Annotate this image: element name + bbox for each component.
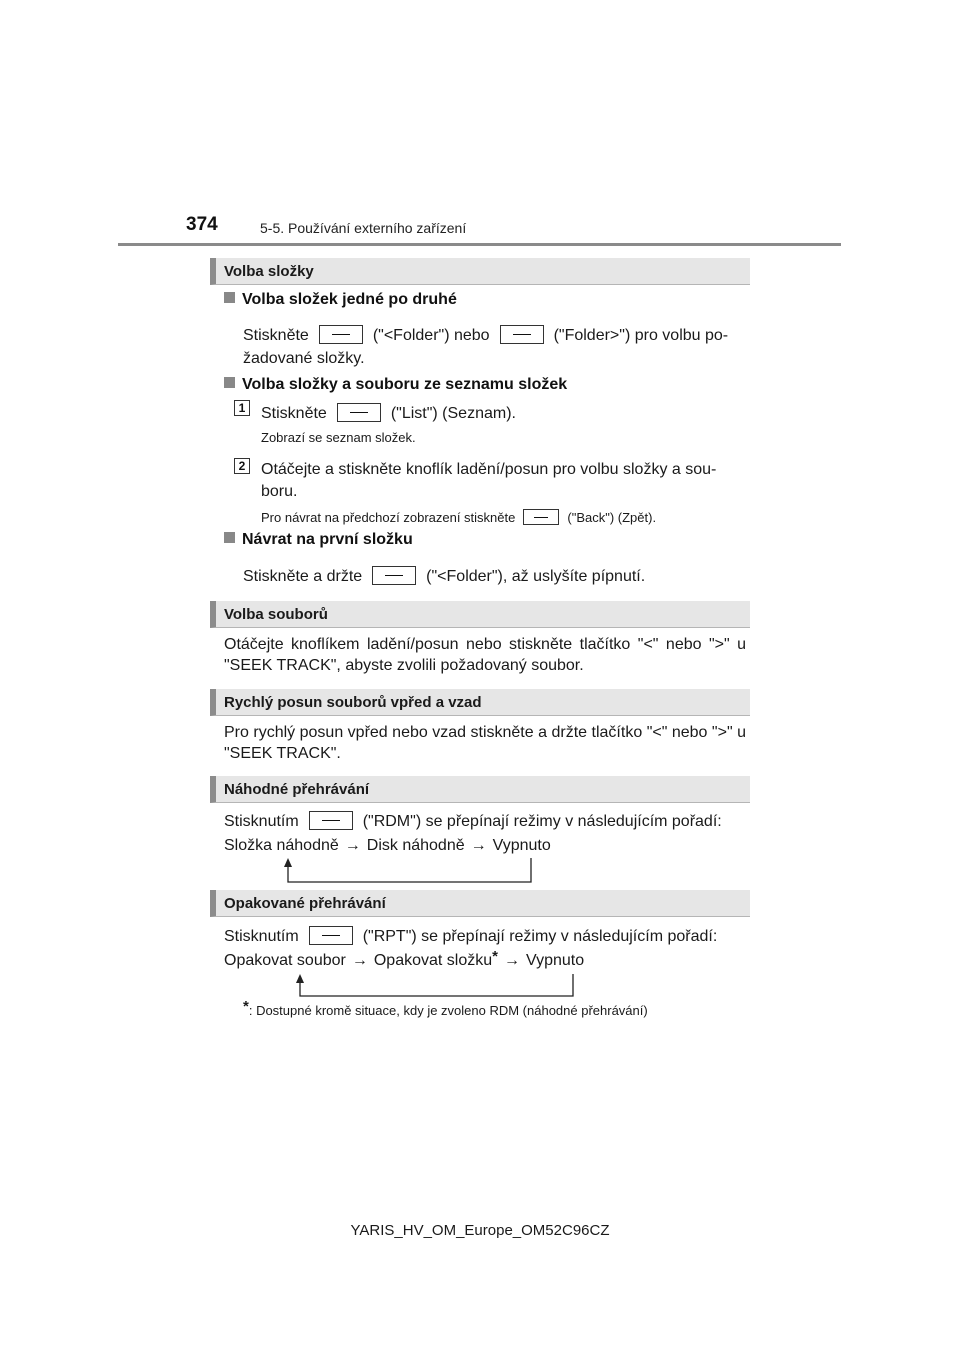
chapter-title: 5-5. Používání externího zařízení <box>260 220 467 236</box>
arrow-right-icon: → <box>351 952 368 969</box>
arrow-right-icon: → <box>344 837 361 854</box>
subheading-folder-one-by-one: Volba složek jedné po druhé <box>224 291 457 309</box>
rdm-button-icon <box>309 811 353 830</box>
note-line: Zobrazí se seznam složek. <box>261 430 416 445</box>
instruction-line: Stiskněte ("List") (Seznam). <box>261 405 516 422</box>
instruction-line: Stisknutím ("RDM") se přepínají režimy v následujícím pořadí: <box>224 813 722 830</box>
cycle-return-arrow-icon <box>280 856 540 886</box>
mode-sequence-repeat: Opakovat soubor → Opakovat složku* → Vypnuto <box>224 948 585 969</box>
section-heading-random: Náhodné přehrávání <box>210 776 750 803</box>
footnote: *: Dostupné kromě situace, kdy je zvoleno RDM (náhodné přehrávání) <box>243 998 648 1018</box>
instruction-line: boru. <box>261 483 298 500</box>
arrow-right-icon: → <box>503 952 520 969</box>
section-heading-folder: Volba složky <box>210 258 750 285</box>
section-heading-fast-forward: Rychlý posun souborů vpřed a vzad <box>210 689 750 716</box>
document-id: YARIS_HV_OM_Europe_OM52C96CZ <box>350 1222 610 1239</box>
folder-forward-button-icon <box>500 325 544 344</box>
folder-back-button-icon <box>319 325 363 344</box>
header-divider <box>118 243 841 246</box>
folder-back-button-icon <box>372 566 416 585</box>
mode-sequence-random: Složka náhodně → Disk náhodně → Vypnuto <box>224 837 551 854</box>
paragraph-fast-forward: Pro rychlý posun vpřed nebo vzad stiskněte a držte tlačítko "<" nebo ">" u "SEEK TRACK". <box>224 724 746 762</box>
square-bullet-icon <box>224 377 235 388</box>
instruction-line: Stiskněte a držte ("<Folder"), až uslyšíte pípnutí. <box>243 568 646 585</box>
instruction-line: Otáčejte a stiskněte knoflík ladění/posun pro volbu složky a sou- <box>261 461 717 478</box>
subheading-folder-list: Volba složky a souboru ze seznamu složek <box>224 376 567 394</box>
instruction-line: Stisknutím ("RPT") se přepínají režimy v následujícím pořadí: <box>224 928 718 945</box>
square-bullet-icon <box>224 532 235 543</box>
back-button-icon <box>523 509 559 525</box>
instruction-line: žadované složky. <box>243 350 365 367</box>
rpt-button-icon <box>309 926 353 945</box>
page-number: 374 <box>186 214 218 235</box>
instruction-line: Stiskněte ("<Folder") nebo ("Folder>") pro volbu po- <box>243 327 729 344</box>
paragraph-files: Otáčejte knoflíkem ladění/posun nebo stiskněte tlačítko "<" nebo ">" u "SEEK TRACK", abyste zvolili požadovaný soubor. <box>224 636 746 674</box>
step-number-2: 2 <box>234 458 250 474</box>
footnote-marker: * <box>492 948 498 965</box>
note-line: Pro návrat na předchozí zobrazení stiskněte ("Back") (Zpět). <box>261 510 657 525</box>
list-button-icon <box>337 403 381 422</box>
section-heading-repeat: Opakované přehrávání <box>210 890 750 917</box>
step-number-1: 1 <box>234 400 250 416</box>
arrow-right-icon: → <box>470 837 487 854</box>
section-heading-files: Volba souborů <box>210 601 750 628</box>
cycle-return-arrow-icon <box>292 972 582 1000</box>
subheading-first-folder: Návrat na první složku <box>224 531 413 549</box>
square-bullet-icon <box>224 292 235 303</box>
